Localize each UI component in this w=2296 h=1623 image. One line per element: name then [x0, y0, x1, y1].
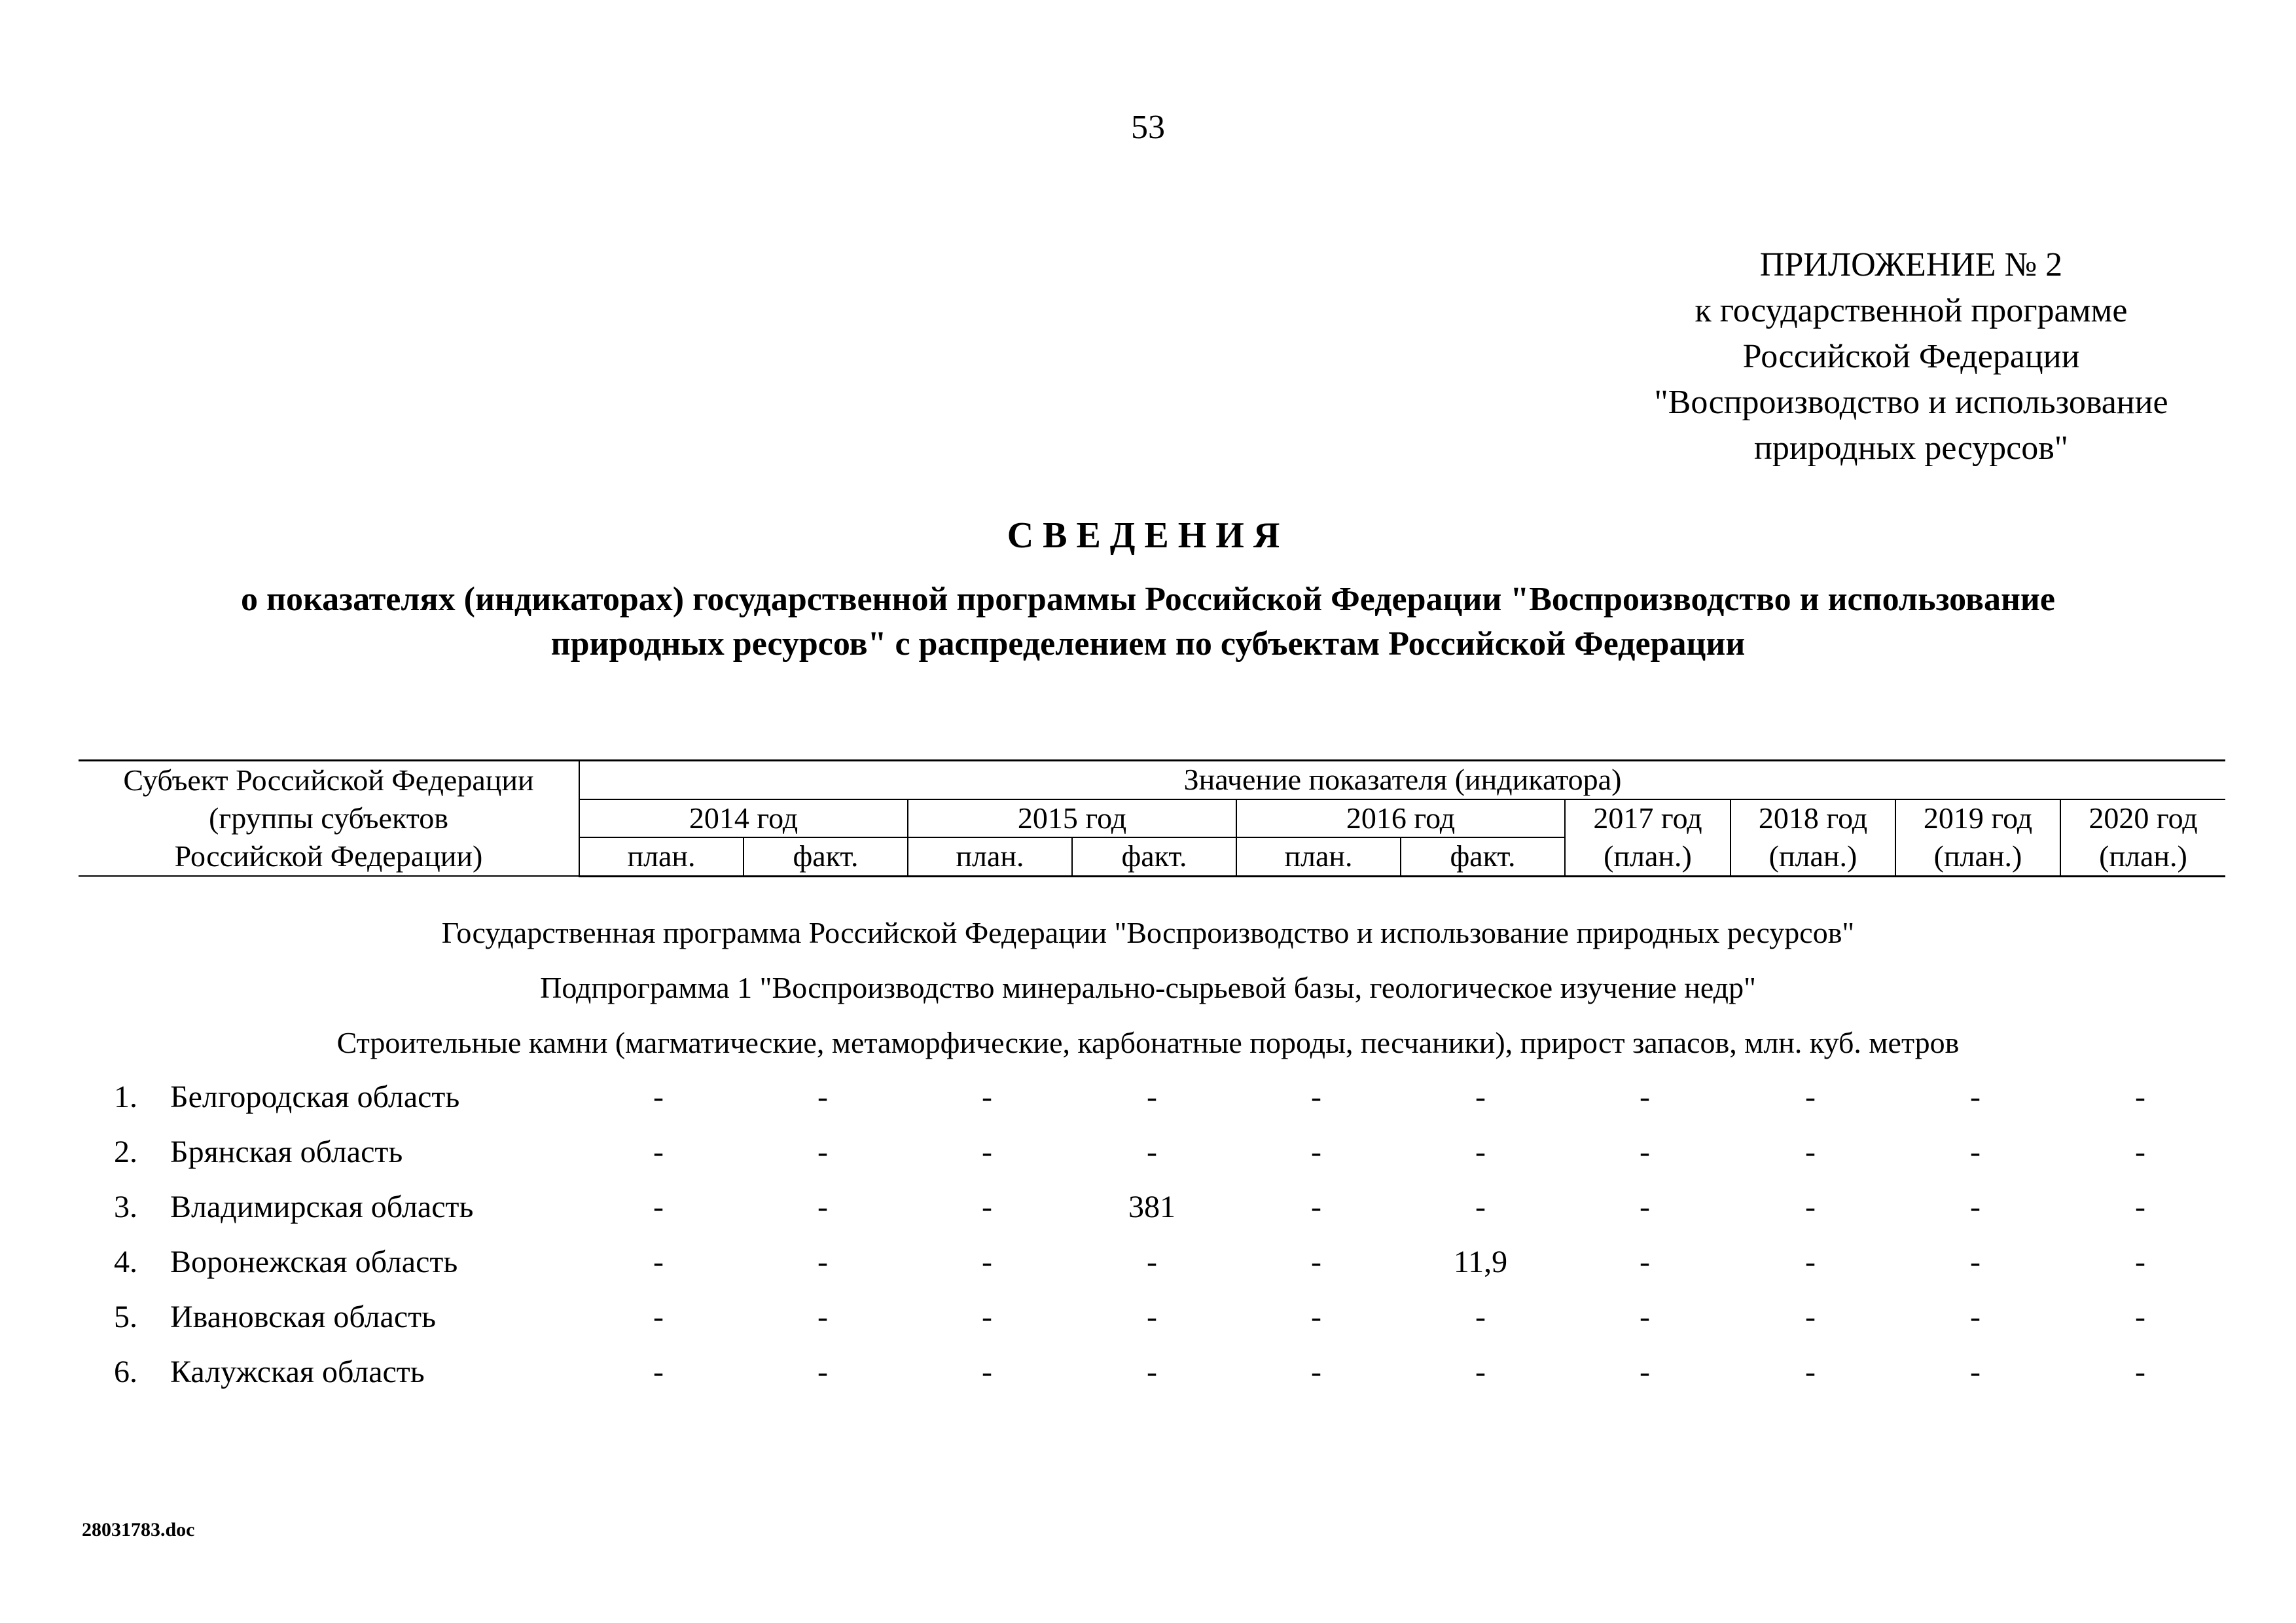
appendix-line: природных ресурсов"	[1753, 429, 2068, 467]
row-number: 2.	[114, 1135, 137, 1169]
appendix-line: к государственной программе	[1695, 292, 2128, 329]
value-cell: -	[1970, 1080, 1981, 1114]
value-cell: -	[1970, 1245, 1981, 1279]
value-cell: 11,9	[1453, 1245, 1508, 1279]
fact-header: факт.	[1401, 837, 1565, 876]
value-cell: -	[1147, 1300, 1157, 1334]
value-cell: -	[1475, 1300, 1486, 1334]
subtitle-line: природных ресурсов" с распределением по субъектам Российской Федерации	[550, 625, 1746, 663]
value-cell: -	[653, 1135, 664, 1169]
appendix-line: ПРИЛОЖЕНИЕ № 2	[1759, 246, 2063, 283]
value-cell: -	[2135, 1135, 2145, 1169]
footer-filename: 28031783.doc	[82, 1519, 195, 1541]
value-cell: -	[1475, 1190, 1486, 1224]
value-cell: -	[1475, 1355, 1486, 1389]
value-cell: -	[1805, 1300, 1816, 1334]
value-cell: -	[1805, 1190, 1816, 1224]
plan-paren-header: (план.)	[1895, 837, 2060, 876]
table-row	[0, 1299, 2296, 1338]
value-cell: -	[817, 1135, 828, 1169]
subject-header-line: Субъект Российской Федерации	[123, 763, 534, 797]
value-cell: -	[817, 1190, 828, 1224]
value-cell: -	[1147, 1245, 1157, 1279]
value-cell: -	[1147, 1080, 1157, 1114]
appendix-block	[1597, 242, 2225, 471]
subject-header-line: Российской Федерации)	[174, 839, 483, 873]
year-header: 2017 год	[1565, 799, 1731, 837]
value-cell: -	[2135, 1245, 2145, 1279]
value-cell: -	[817, 1355, 828, 1389]
value-cell: -	[982, 1355, 992, 1389]
value-cell: -	[817, 1245, 828, 1279]
fact-header: факт.	[744, 837, 908, 876]
year-header: 2015 год	[908, 799, 1236, 837]
value-cell: -	[1640, 1300, 1650, 1334]
value-cell: -	[2135, 1080, 2145, 1114]
region-name: Калужская область	[170, 1355, 425, 1389]
year-header: 2014 год	[579, 799, 908, 837]
subtitle-line: о показателях (индикаторах) государственной программы Российской Федерации "Воспроизводство и использование	[241, 581, 2055, 618]
value-cell: -	[982, 1245, 992, 1279]
value-cell: -	[982, 1135, 992, 1169]
value-cell: -	[982, 1190, 992, 1224]
subject-header-line: (группы субъектов	[209, 801, 448, 835]
year-header: 2018 год	[1731, 799, 1895, 837]
year-header: 2016 год	[1236, 799, 1565, 837]
table-row	[0, 1189, 2296, 1228]
row-number: 3.	[114, 1190, 137, 1224]
region-name: Ивановская область	[170, 1300, 437, 1334]
plan-header: план.	[1236, 837, 1401, 876]
appendix-line: "Воспроизводство и использование	[1654, 384, 2168, 421]
value-cell: -	[653, 1190, 664, 1224]
value-cell: -	[653, 1355, 664, 1389]
value-cell: -	[1475, 1135, 1486, 1169]
value-cell: -	[982, 1300, 992, 1334]
table-row	[0, 1244, 2296, 1283]
value-cell: -	[2135, 1300, 2145, 1334]
plan-paren-header: (план.)	[1565, 837, 1731, 876]
value-cell: -	[1805, 1080, 1816, 1114]
indicator-heading: Строительные камни (магматические, метаморфические, карбонатные породы, песчаники), прирост запасов, млн. куб. метров	[336, 1026, 1960, 1059]
value-cell: -	[1970, 1190, 1981, 1224]
indicator-header: Значение показателя (индикатора)	[579, 761, 2225, 799]
value-cell: -	[1970, 1300, 1981, 1334]
table-row	[0, 1354, 2296, 1393]
value-cell: -	[1970, 1355, 1981, 1389]
value-cell: -	[1147, 1355, 1157, 1389]
value-cell: -	[1311, 1080, 1321, 1114]
value-cell: -	[1640, 1080, 1650, 1114]
document-title: СВЕДЕНИЯ	[1007, 515, 1289, 556]
plan-paren-header: (план.)	[1731, 837, 1895, 876]
program-heading: Государственная программа Российской Федерации "Воспроизводство и использование природных ресурсов"	[441, 916, 1855, 949]
value-cell: -	[653, 1245, 664, 1279]
year-header: 2019 год	[1895, 799, 2060, 837]
fact-header: факт.	[1072, 837, 1236, 876]
value-cell: -	[1311, 1300, 1321, 1334]
page-number: 53	[1131, 109, 1165, 146]
value-cell: -	[1970, 1135, 1981, 1169]
region-name: Белгородская область	[170, 1080, 460, 1114]
row-number: 4.	[114, 1245, 137, 1279]
row-number: 5.	[114, 1300, 137, 1334]
value-cell: -	[1640, 1135, 1650, 1169]
appendix-line: Российской Федерации	[1742, 338, 2080, 375]
value-cell: -	[1805, 1245, 1816, 1279]
row-number: 6.	[114, 1355, 137, 1389]
value-cell: -	[653, 1080, 664, 1114]
value-cell: -	[1147, 1135, 1157, 1169]
value-cell: -	[1640, 1190, 1650, 1224]
table-row	[0, 1079, 2296, 1118]
value-cell: -	[982, 1080, 992, 1114]
table-row	[0, 1134, 2296, 1173]
value-cell: -	[1311, 1245, 1321, 1279]
value-cell: -	[1475, 1080, 1486, 1114]
year-header: 2020 год	[2089, 801, 2198, 835]
value-cell: -	[1640, 1245, 1650, 1279]
value-cell: -	[1311, 1135, 1321, 1169]
value-cell: -	[2135, 1355, 2145, 1389]
value-cell: -	[1640, 1355, 1650, 1389]
document-subtitle	[0, 577, 2296, 666]
value-cell: -	[1311, 1190, 1321, 1224]
region-name: Брянская область	[170, 1135, 403, 1169]
value-cell: -	[2135, 1190, 2145, 1224]
value-cell: -	[1805, 1135, 1816, 1169]
plan-paren-header: (план.)	[2060, 837, 2225, 876]
value-cell: -	[1805, 1355, 1816, 1389]
value-cell: -	[653, 1300, 664, 1334]
plan-header: план.	[579, 837, 744, 876]
value-cell: -	[1311, 1355, 1321, 1389]
region-name: Воронежская область	[170, 1245, 458, 1279]
plan-header: план.	[908, 837, 1072, 876]
subject-header	[79, 761, 579, 877]
table-header	[79, 759, 2225, 877]
value-cell: -	[817, 1080, 828, 1114]
value-cell: 381	[1128, 1190, 1175, 1224]
row-number: 1.	[114, 1080, 137, 1114]
region-name: Владимирская область	[170, 1190, 474, 1224]
value-cell: -	[817, 1300, 828, 1334]
subprogram-heading: Подпрограмма 1 "Воспроизводство минерально-сырьевой базы, геологическое изучение недр"	[540, 971, 1756, 1004]
